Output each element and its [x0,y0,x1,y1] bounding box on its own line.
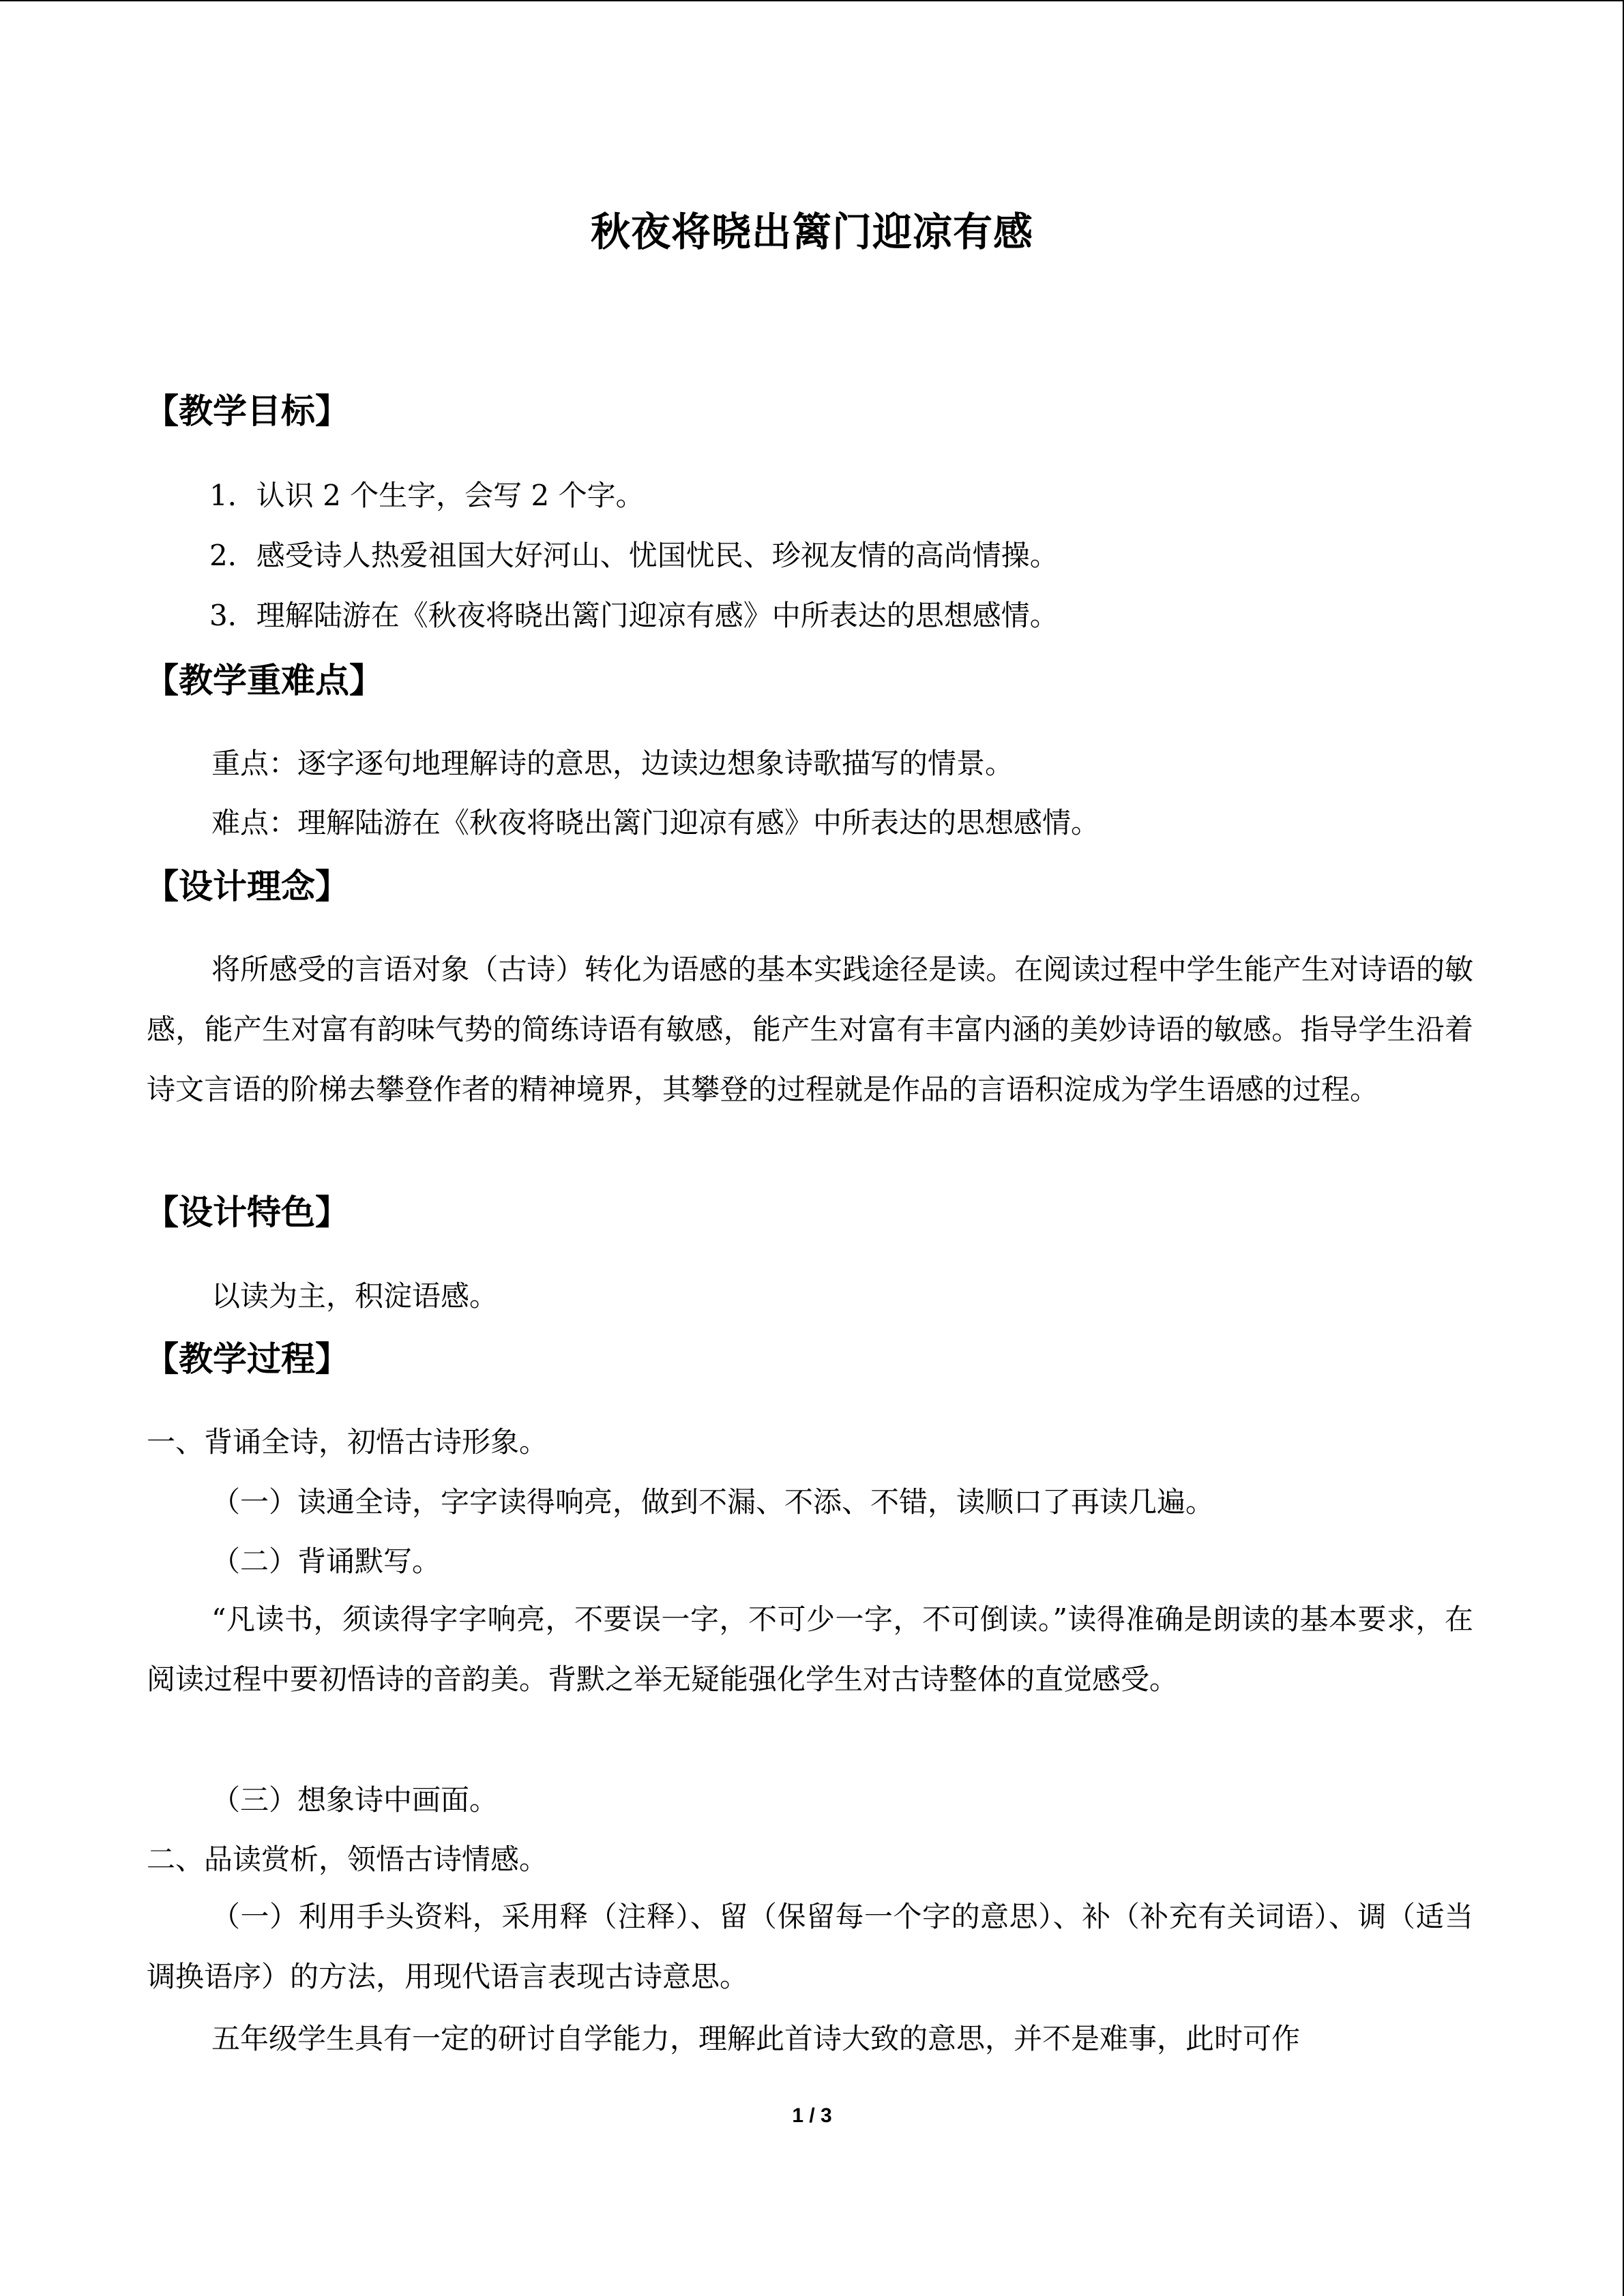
section-heading-features: 【设计特色】 [145,1193,349,1232]
difficult-point: 难点：理解陆游在《秋夜将晓出篱门迎凉有感》中所表达的思想感情。 [211,806,1100,839]
quote-paragraph: “凡读书，须读得字字响亮，不要误一字，不可少一字，不可倒读。”读得准确是朗读的基本要求，在阅读过程中要初悟诗的音韵美。背默之举无疑能强化学生对古诗整体的直觉感受。 [147,1602,1473,1696]
process-step-2-sub-1: （一）利用手头资料，采用释（注释）、留（保留每一个字的意思）、补（补充有关词语）、调（适当调换语序）的方法，用现代语言表现古诗意思。 [147,1900,1473,1993]
section-heading-concept: 【设计理念】 [145,867,349,906]
goal-item-3: 3．理解陆游在《秋夜将晓出篱门迎凉有感》中所表达的思想感情。 [209,599,1059,632]
process-step-1-sub-3: （三）想象诗中画面。 [211,1783,499,1817]
section-heading-goals: 【教学目标】 [145,391,349,431]
features-text: 以读为主，积淀语感。 [211,1279,499,1313]
section-heading-process: 【教学过程】 [145,1339,349,1379]
page-number: 1 / 3 [792,2104,832,2127]
process-step-1-sub-2: （二）背诵默写。 [211,1545,441,1578]
last-paragraph: 五年级学生具有一定的研讨自学能力，理解此首诗大致的意思，并不是难事，此时可作 [211,2022,1301,2055]
section-heading-key-points: 【教学重难点】 [145,661,383,700]
process-step-1: 一、背诵全诗，初悟古诗形象。 [147,1425,548,1459]
concept-paragraph: 将所感受的言语对象（古诗）转化为语感的基本实践途径是读。在阅读过程中学生能产生对诗语的敏感，能产生对富有韵味气势的简练诗语有敏感，能产生对富有丰富内涵的美妙诗语的敏感。指导学生沿着诗文言语的阶梯去攀登作者的精神境界，其攀登的过程就是作品的言语积淀成为学生语感的过程。 [147,953,1473,1106]
document-title: 秋夜将晓出篱门迎凉有感 [590,209,1033,255]
process-step-2: 二、品读赏析，领悟古诗情感。 [147,1843,548,1876]
process-step-1-sub-1: （一）读通全诗，字字读得响亮，做到不漏、不添、不错，读顺口了再读几遍。 [211,1485,1215,1519]
key-point: 重点：逐字逐句地理解诗的意思，边读边想象诗歌描写的情景。 [211,747,1014,780]
goal-item-1: 1．认识 2 个生字，会写 2 个字。 [209,479,645,512]
goal-item-2: 2．感受诗人热爱祖国大好河山、忧国忧民、珍视友情的高尚情操。 [209,539,1059,572]
